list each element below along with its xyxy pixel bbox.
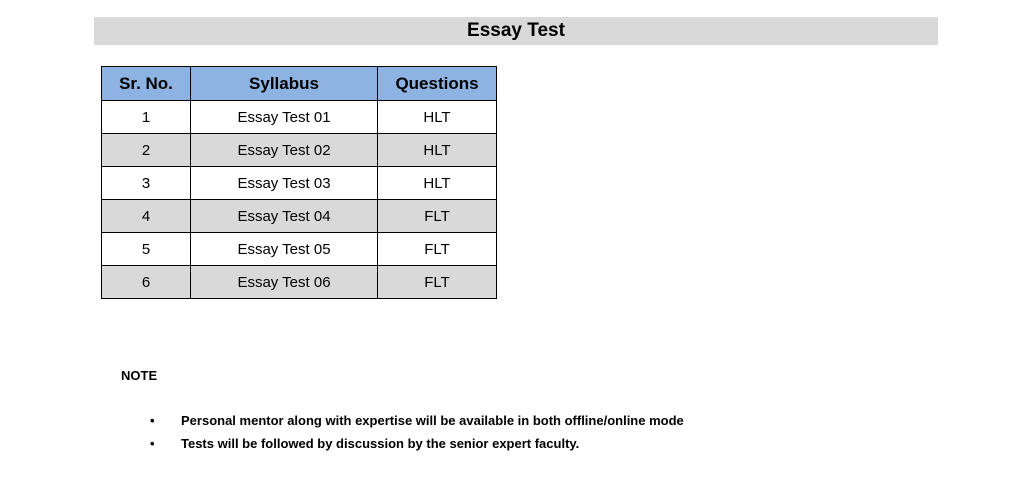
page-title: Essay Test bbox=[467, 20, 565, 41]
cell-questions: HLT bbox=[378, 167, 497, 200]
test-schedule-table bbox=[101, 66, 497, 299]
cell-syllabus: Essay Test 03 bbox=[191, 167, 378, 200]
table-row bbox=[102, 200, 497, 233]
table-row bbox=[102, 233, 497, 266]
note-text: Tests will be followed by discussion by the senior expert faculty. bbox=[181, 436, 580, 451]
cell-questions: HLT bbox=[378, 101, 497, 134]
cell-sr-no: 5 bbox=[102, 233, 191, 266]
cell-sr-no: 2 bbox=[102, 134, 191, 167]
header-syllabus: Syllabus bbox=[191, 67, 378, 101]
table-row bbox=[102, 167, 497, 200]
cell-syllabus: Essay Test 01 bbox=[191, 101, 378, 134]
header-sr-no: Sr. No. bbox=[102, 67, 191, 101]
cell-sr-no: 6 bbox=[102, 266, 191, 299]
cell-questions: HLT bbox=[378, 134, 497, 167]
table-row bbox=[102, 266, 497, 299]
bullet-icon: • bbox=[150, 413, 155, 428]
header-questions: Questions bbox=[378, 67, 497, 101]
bullet-icon: • bbox=[150, 436, 155, 451]
cell-questions: FLT bbox=[378, 200, 497, 233]
cell-sr-no: 1 bbox=[102, 101, 191, 134]
cell-syllabus: Essay Test 04 bbox=[191, 200, 378, 233]
table-row bbox=[102, 101, 497, 134]
title-bar bbox=[94, 17, 938, 45]
cell-sr-no: 4 bbox=[102, 200, 191, 233]
table-row bbox=[102, 134, 497, 167]
cell-syllabus: Essay Test 02 bbox=[191, 134, 378, 167]
list-item bbox=[150, 409, 684, 432]
note-text: Personal mentor along with expertise will be available in both offline/online mode bbox=[181, 413, 684, 428]
table-header-row bbox=[102, 67, 497, 101]
cell-questions: FLT bbox=[378, 266, 497, 299]
cell-syllabus: Essay Test 06 bbox=[191, 266, 378, 299]
note-heading: NOTE bbox=[121, 368, 158, 383]
list-item bbox=[150, 432, 684, 455]
cell-sr-no: 3 bbox=[102, 167, 191, 200]
note-list bbox=[150, 409, 684, 455]
cell-questions: FLT bbox=[378, 233, 497, 266]
cell-syllabus: Essay Test 05 bbox=[191, 233, 378, 266]
